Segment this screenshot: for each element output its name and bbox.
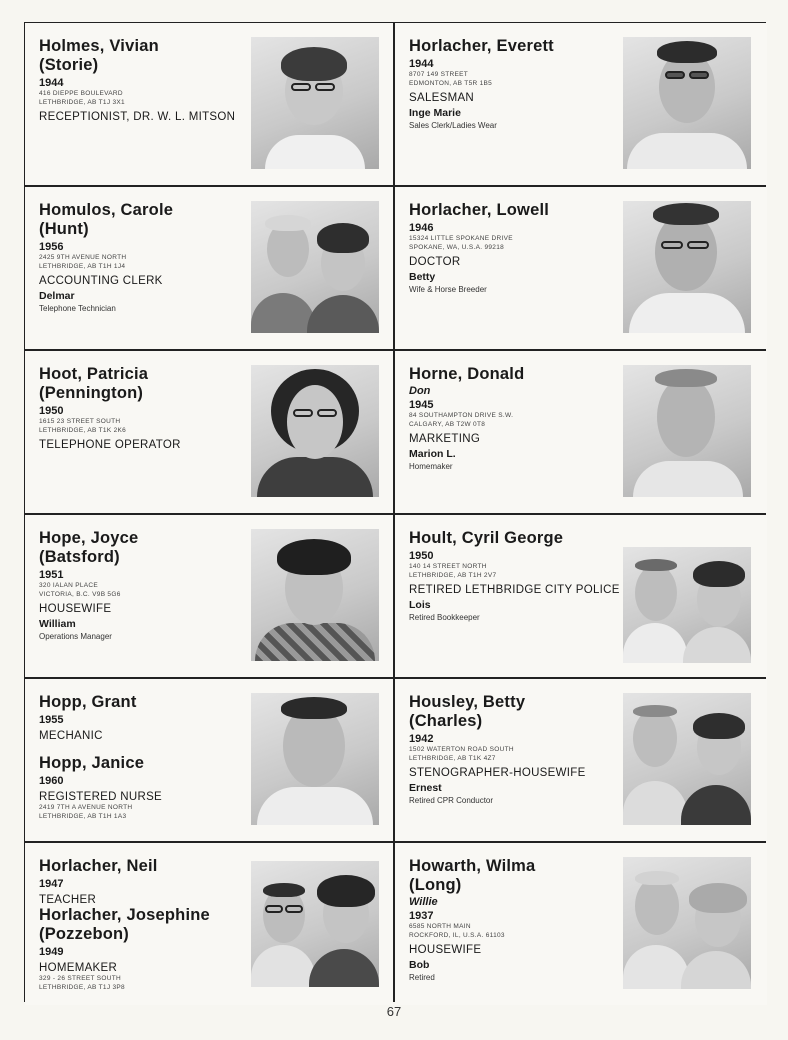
entry-address-line1: 1502 WATERTON ROAD SOUTH: [409, 746, 514, 753]
entry-year: 1944: [39, 77, 64, 89]
entry-maiden-name: (Storie): [39, 56, 99, 74]
entry-nickname: Don: [409, 385, 431, 397]
entry-occupation: SALESMAN: [409, 92, 475, 104]
entry-name: Hoult, Cyril George: [409, 529, 564, 547]
entry-address-line2: VICTORIA, B.C. V9B 5G6: [39, 591, 121, 598]
portrait-photo: [251, 529, 379, 661]
page-number: 67: [386, 1004, 402, 1019]
entry-occupation: RETIRED LETHBRIDGE CITY POLICE: [409, 584, 620, 596]
entry-spouse: Ernest: [409, 782, 442, 794]
entry-occupation: MECHANIC: [39, 730, 103, 742]
entry-second-year: 1960: [39, 775, 64, 787]
entry-year: 1956: [39, 241, 64, 253]
entry-year: 1945: [409, 399, 434, 411]
entry-maiden-name: (Long): [409, 876, 462, 894]
entry-address-line2: LETHBRIDGE, AB T1H 1A3: [39, 813, 127, 820]
entry-hoult-cyril-george: [395, 515, 767, 677]
entry-maiden-name: (Pennington): [39, 384, 144, 402]
entry-year: 1951: [39, 569, 64, 581]
entry-year: 1955: [39, 714, 64, 726]
entry-second-occupation: HOMEMAKER: [39, 962, 118, 974]
entry-spouse-occupation: Sales Clerk/Ladies Wear: [409, 121, 497, 130]
entry-homulos-carole: [25, 187, 393, 349]
entry-spouse-occupation: Wife & Horse Breeder: [409, 285, 487, 294]
entry-name: Horlacher, Lowell: [409, 201, 550, 219]
entry-occupation: TEACHER: [39, 894, 97, 906]
entry-horne-donald: [395, 351, 767, 513]
entry-second-name: Horlacher, Josephine: [39, 906, 210, 924]
entry-howarth-wilma: [395, 843, 767, 1005]
entry-spouse: Inge Marie: [409, 107, 461, 119]
entry-address-line1: 416 DIEPPE BOULEVARD: [39, 90, 123, 97]
couple-photo: [623, 857, 751, 989]
entry-address-line1: 1615 23 STREET SOUTH: [39, 418, 121, 425]
entry-hoot-patricia: [25, 351, 393, 513]
entry-name: Holmes, Vivian: [39, 37, 159, 55]
entry-address-line2: LETHBRIDGE, AB T1H 1J4: [39, 263, 126, 270]
entry-address-line2: ROCKFORD, IL, U.S.A. 61103: [409, 932, 505, 939]
entry-horlacher-everett: [395, 23, 767, 185]
entry-spouse-occupation: Telephone Technician: [39, 304, 116, 313]
entry-spouse-occupation: Retired Bookkeeper: [409, 613, 480, 622]
entry-year: 1950: [409, 550, 434, 562]
entry-address-line2: SPOKANE, WA, U.S.A. 99218: [409, 244, 505, 251]
portrait-photo: [251, 37, 379, 169]
entry-occupation: DOCTOR: [409, 256, 461, 268]
entry-address-line1: 8707 149 STREET: [409, 71, 469, 78]
entry-spouse: Betty: [409, 271, 436, 283]
entry-name: Hopp, Grant: [39, 693, 137, 711]
entry-occupation: HOUSEWIFE: [409, 944, 482, 956]
entry-address-line1: 329 - 26 STREET SOUTH: [39, 975, 122, 982]
entry-year: 1944: [409, 58, 434, 70]
entry-horlacher-lowell: [395, 187, 767, 349]
entry-address-line2: LETHBRIDGE, AB T1J 3X1: [39, 99, 125, 106]
directory-grid: [24, 22, 766, 1002]
entry-second-year: 1949: [39, 946, 64, 958]
entry-spouse: Lois: [409, 599, 431, 611]
entry-spouse-occupation: Homemaker: [409, 462, 453, 471]
entry-housley-betty: [395, 679, 767, 841]
entry-address-line2: LETHBRIDGE, AB T1K 4Z7: [409, 755, 496, 762]
entry-occupation: RECEPTIONIST, DR. W. L. MITSON: [39, 111, 236, 123]
portrait-photo: [623, 37, 751, 169]
entry-horlacher-neil-josephine: [25, 843, 393, 1005]
entry-address-line1: 140 14 STREET NORTH: [409, 563, 487, 570]
entry-second-name: Hopp, Janice: [39, 754, 145, 772]
entry-holmes-vivian: [25, 23, 393, 185]
entry-year: 1950: [39, 405, 64, 417]
entry-spouse: Marion L.: [409, 448, 456, 460]
portrait-photo: [623, 201, 751, 333]
entry-name: Hope, Joyce: [39, 529, 139, 547]
couple-photo: [251, 861, 379, 987]
entry-hopp-grant-janice: [25, 679, 393, 841]
entry-name: Horlacher, Everett: [409, 37, 554, 55]
entry-address-line1: 6585 NORTH MAIN: [409, 923, 471, 930]
entry-spouse: William: [39, 618, 76, 630]
entry-occupation: HOUSEWIFE: [39, 603, 112, 615]
entry-address-line2: LETHBRIDGE, AB T1K 2K6: [39, 427, 127, 434]
entry-second-maiden-name: (Pozzebon): [39, 925, 129, 943]
entry-year: 1947: [39, 878, 64, 890]
portrait-photo: [251, 693, 379, 825]
entry-maiden-name: (Charles): [409, 712, 483, 730]
entry-second-occupation: REGISTERED NURSE: [39, 791, 163, 803]
entry-maiden-name: (Batsford): [39, 548, 120, 566]
entry-name: Hoot, Patricia: [39, 365, 149, 383]
entry-address-line1: 320 IALAN PLACE: [39, 582, 99, 589]
couple-photo: [251, 201, 379, 333]
entry-name: Horlacher, Neil: [39, 857, 158, 875]
entry-maiden-name: (Hunt): [39, 220, 89, 238]
entry-year: 1942: [409, 733, 434, 745]
entry-name: Howarth, Wilma: [409, 857, 536, 875]
portrait-photo: [623, 365, 751, 497]
entry-spouse-occupation: Operations Manager: [39, 632, 112, 641]
entry-occupation: STENOGRAPHER-HOUSEWIFE: [409, 767, 586, 779]
entry-address-line2: LETHBRIDGE, AB T1J 3P8: [39, 984, 125, 991]
entry-name: Horne, Donald: [409, 365, 525, 383]
entry-address-line1: 2419 7TH A AVENUE NORTH: [39, 804, 133, 811]
entry-address-line1: 2425 9TH AVENUE NORTH: [39, 254, 127, 261]
entry-spouse-occupation: Retired: [409, 973, 435, 982]
couple-photo: [623, 547, 751, 663]
entry-name: Housley, Betty: [409, 693, 526, 711]
entry-spouse-occupation: Retired CPR Conductor: [409, 796, 494, 805]
entry-year: 1946: [409, 222, 434, 234]
entry-spouse: Delmar: [39, 290, 75, 302]
couple-photo: [623, 693, 751, 825]
entry-nickname: Willie: [409, 896, 438, 908]
entry-occupation: TELEPHONE OPERATOR: [39, 439, 181, 451]
entry-spouse: Bob: [409, 959, 430, 971]
entry-address-line2: LETHBRIDGE, AB T1H 2V7: [409, 572, 497, 579]
entry-occupation: MARKETING: [409, 433, 481, 445]
entry-year: 1937: [409, 910, 434, 922]
entry-address-line1: 15324 LITTLE SPOKANE DRIVE: [409, 235, 513, 242]
entry-address-line2: CALGARY, AB T2W 0T8: [409, 421, 486, 428]
entry-name: Homulos, Carole: [39, 201, 174, 219]
entry-occupation: ACCOUNTING CLERK: [39, 275, 163, 287]
entry-hope-joyce: [25, 515, 393, 677]
entry-address-line2: EDMONTON, AB T5R 1B5: [409, 80, 493, 87]
entry-address-line1: 84 SOUTHAMPTON DRIVE S.W.: [409, 412, 514, 419]
portrait-photo: [251, 365, 379, 497]
